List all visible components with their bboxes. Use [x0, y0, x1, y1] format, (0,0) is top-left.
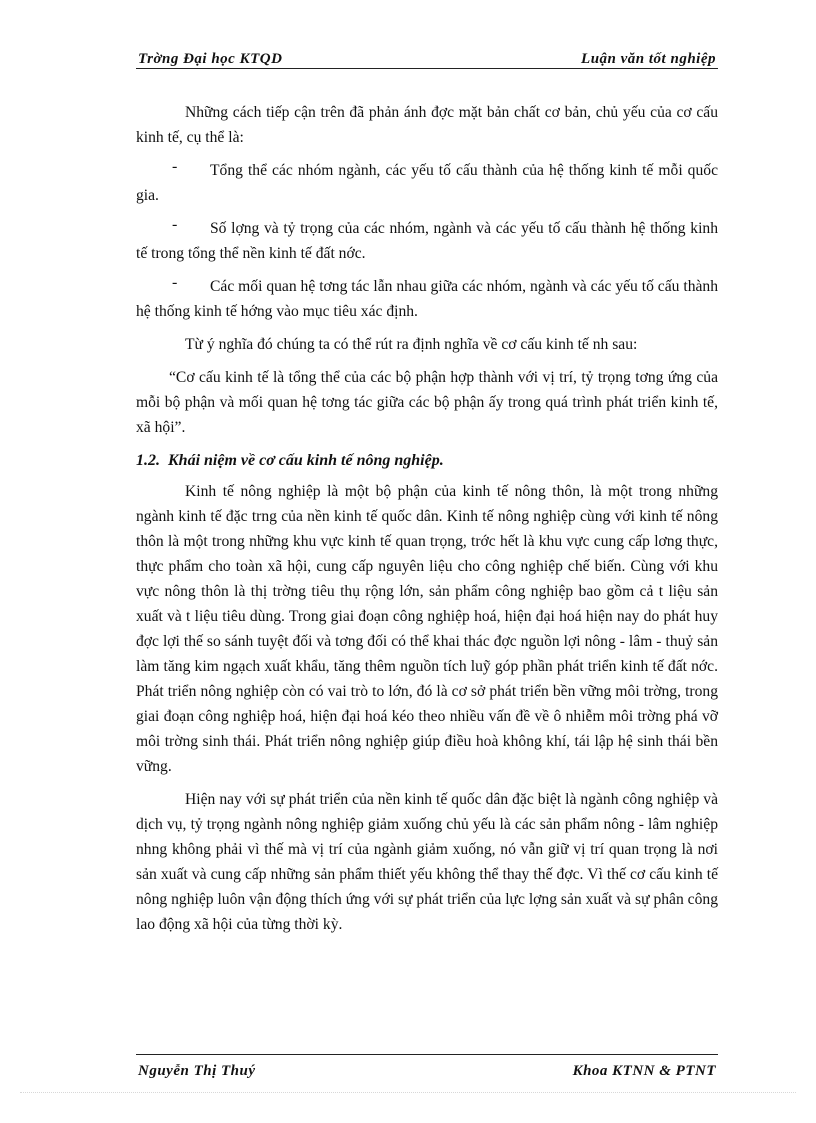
bullet-dash: - — [172, 216, 178, 233]
intro-paragraph: Những cách tiếp cận trên đã phản ánh đợc mặt bản chất cơ bản, chủ yếu của cơ cấu kinh tế, cụ thể là: — [136, 104, 718, 146]
bullet-text: Tổng thể các nhóm ngành, các yếu tố cấu thành của hệ thống kinh tế mỗi quốc gia. — [136, 162, 718, 204]
agriculture-paragraph-1: Kinh tế nông nghiệp là một bộ phận của kinh tế nông thôn, là một trong những ngành kinh tế đặc trng của nền kinh tế quốc dân. Kinh tế nông nghiệp cùng với kinh tế nông thôn là một trong những khu vực kinh tế quan trọng, trớc hết là khu vực cung cấp lơng thực, thực phẩm cho toàn xã hội, cung cấp nguyên liệu cho công nghiệp chế biến. Cùng với khu vực nông thôn là thị trờng tiêu thụ rộng lớn, sản phẩm công nghiệp bao gồm cả t liệu sản xuất và t liệu tiêu dùng. Trong giai đoạn công nghiệp hoá, hiện đại hoá hiện nay do phát huy đợc lợi thế so sánh tuyệt đối và tơng đối có thể khai thác đợc nguồn lợi nông - lâm - thuỷ sản làm tăng kim ngạch xuất khẩu, tăng thêm nguồn tích luỹ góp phần phát triển kinh tế đất nớc. Phát triển nông nghiệp còn có vai trò to lớn, đó là cơ sở phát triển bền vững môi trờng, trong giai đoạn công nghiệp hoá, hiện đại hoá kéo theo nhiều vấn đề về ô nhiễm môi trờng phá vỡ môi trờng sinh thái. Phát triển nông nghiệp giúp điều hoà không khí, tái lập hệ sinh thái bền vững. — [136, 483, 718, 775]
agriculture-paragraph-2: Hiện nay với sự phát triển của nền kinh tế quốc dân đặc biệt là ngành công nghiệp và dịch vụ, tỷ trọng ngành nông nghiệp giảm xuống chủ yếu là các sản phẩm nông - lâm nghiệp nhng không phải vì thế mà vị trí của ngành giảm xuống, nó vẫn giữ vị trí quan trọng là nơi sản xuất và cung cấp những sản phẩm thiết yếu không thể thay thế đợc. Vì thế cơ cấu kinh tế nông nghiệp luôn vận động thích ứng với sự phát triển của lực lợng sản xuất và sự phân công lao động xã hội của từng thời kỳ. — [136, 791, 718, 933]
page-footer — [136, 1054, 718, 1079]
bullet-item — [136, 274, 718, 324]
definition-quote: “Cơ cấu kinh tế là tổng thể của các bộ phận hợp thành với vị trí, tỷ trọng tơng ứng của mỗi bộ phận và mối quan hệ tơng tác giữa các bộ phận ấy trong quá trình phát triển kinh tế, xã hội”. — [136, 369, 718, 436]
header-thesis-label: Luận văn tốt nghiệp — [581, 51, 716, 67]
page-header — [136, 50, 718, 69]
bullet-dash: - — [172, 158, 178, 175]
section-heading — [136, 448, 718, 473]
bullet-item — [136, 158, 718, 208]
bullet-text: Số lợng và tỷ trọng của các nhóm, ngành và các yếu tố cấu thành hệ thống kinh tế trong tổng thể nền kinh tế đất nớc. — [136, 220, 718, 262]
bullet-item — [136, 216, 718, 266]
bullet-dash: - — [172, 274, 178, 291]
section-number: 1.2. — [136, 452, 160, 469]
bullet-text: Các mối quan hệ tơng tác lẫn nhau giữa các nhóm, ngành và các yếu tố cấu thành hệ thống kinh tế hớng vào mục tiêu xác định. — [136, 278, 718, 320]
section-title: Khái niệm về cơ cấu kinh tế nông nghiệp. — [168, 452, 444, 469]
footer-faculty: Khoa KTNN & PTNT — [572, 1063, 716, 1079]
header-school: Trờng Đại học KTQD — [138, 51, 283, 67]
definition-lead: Từ ý nghĩa đó chúng ta có thể rút ra định nghĩa về cơ cấu kinh tế nh sau: — [185, 336, 638, 353]
footer-author: Nguyễn Thị Thuý — [138, 1063, 256, 1079]
page-bottom-divider — [20, 1092, 796, 1093]
page-body — [136, 100, 718, 945]
